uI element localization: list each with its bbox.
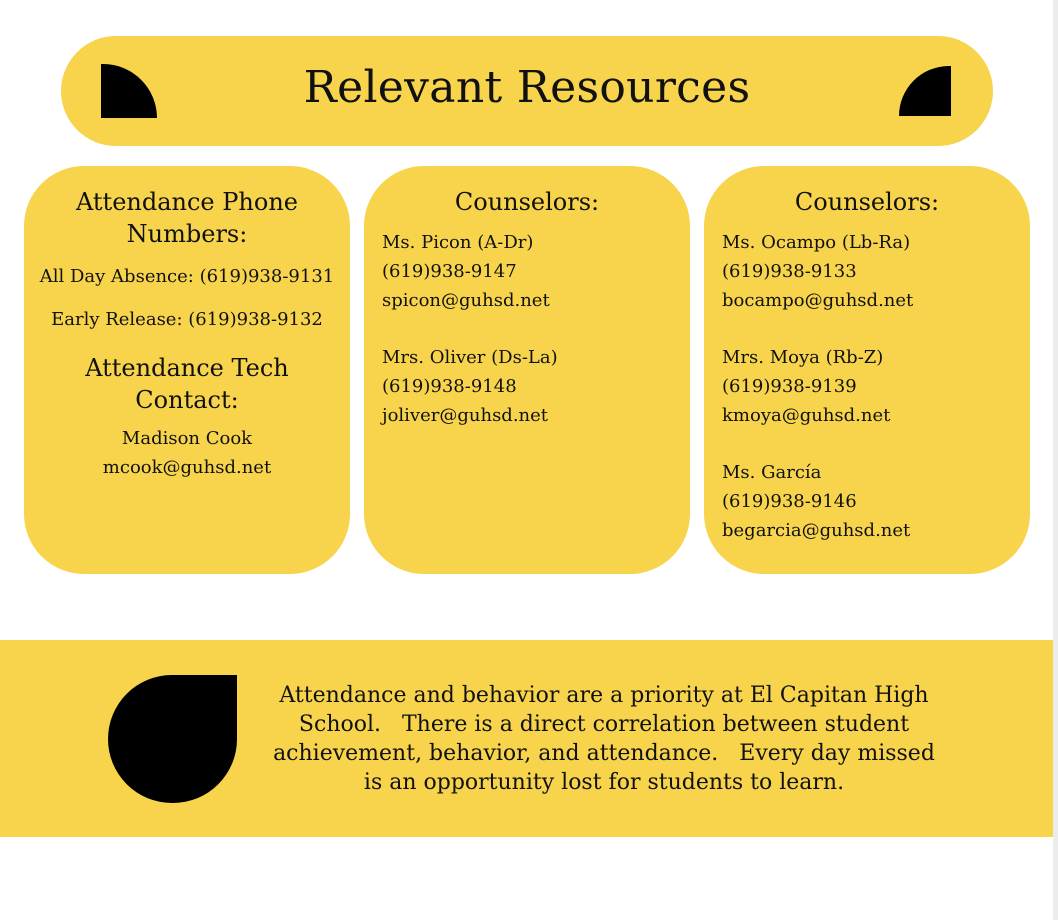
attendance-card bbox=[24, 166, 350, 574]
tech-contact-heading bbox=[24, 352, 350, 416]
counselor-entry bbox=[722, 458, 913, 545]
counselor-phone: (619)938-9139 bbox=[722, 376, 857, 397]
counselors-card-a bbox=[364, 166, 690, 574]
counselor-entry bbox=[722, 228, 913, 315]
counselor-list-b bbox=[722, 228, 913, 573]
counselor-list-a bbox=[382, 228, 558, 458]
tech-contact-name: Madison Cook bbox=[121, 428, 253, 449]
counselors-heading-b: Counselors: bbox=[794, 188, 940, 216]
tech-heading-line1: Attendance Tech bbox=[85, 354, 289, 382]
counselors-heading-a: Counselors: bbox=[454, 188, 600, 216]
tech-contact-email[interactable]: mcook@guhsd.net bbox=[102, 457, 272, 478]
counselor-email[interactable]: begarcia@guhsd.net bbox=[722, 520, 911, 541]
counselor-email[interactable]: joliver@guhsd.net bbox=[382, 405, 549, 426]
statement-line: is an opportunity lost for students to learn. bbox=[363, 770, 845, 795]
counselor-name: Ms. García bbox=[722, 462, 822, 483]
counselor-phone: (619)938-9147 bbox=[382, 261, 517, 282]
counselor-entry bbox=[382, 228, 558, 315]
counselor-name: Ms. Picon (A-Dr) bbox=[382, 232, 534, 253]
title-banner bbox=[61, 36, 993, 146]
priority-statement-band bbox=[0, 640, 1053, 837]
tech-heading-line2: Contact: bbox=[135, 386, 239, 414]
counselors-card-b bbox=[704, 166, 1030, 574]
attendance-heading bbox=[24, 186, 350, 250]
counselor-phone: (619)938-9133 bbox=[722, 261, 857, 282]
tech-contact bbox=[24, 424, 350, 482]
counselor-email[interactable]: bocampo@guhsd.net bbox=[722, 290, 914, 311]
priority-statement bbox=[266, 681, 942, 797]
teardrop-decoration bbox=[108, 675, 237, 803]
attendance-heading-line1: Attendance Phone bbox=[76, 188, 298, 216]
page-title: Relevant Resources bbox=[303, 62, 751, 113]
counselor-phone: (619)938-9148 bbox=[382, 376, 517, 397]
counselor-entry bbox=[722, 343, 913, 430]
statement-line: achievement, behavior, and attendance. Every day missed bbox=[273, 741, 935, 766]
attendance-heading-line2: Numbers: bbox=[126, 220, 248, 248]
counselor-name: Mrs. Oliver (Ds-La) bbox=[382, 347, 558, 368]
counselor-phone: (619)938-9146 bbox=[722, 491, 857, 512]
statement-line: School. There is a direct correlation between student bbox=[298, 712, 910, 737]
page-edge bbox=[1053, 0, 1058, 920]
statement-line: Attendance and behavior are a priority at El Capitan High bbox=[279, 683, 929, 708]
all-day-absence-number: All Day Absence: (619)938-9131 bbox=[39, 266, 335, 287]
counselor-email[interactable]: kmoya@guhsd.net bbox=[722, 405, 891, 426]
counselor-entry bbox=[382, 343, 558, 430]
counselor-email[interactable]: spicon@guhsd.net bbox=[382, 290, 550, 311]
counselor-name: Mrs. Moya (Rb-Z) bbox=[722, 347, 884, 368]
counselor-name: Ms. Ocampo (Lb-Ra) bbox=[722, 232, 911, 253]
early-release-number: Early Release: (619)938-9132 bbox=[51, 309, 323, 330]
